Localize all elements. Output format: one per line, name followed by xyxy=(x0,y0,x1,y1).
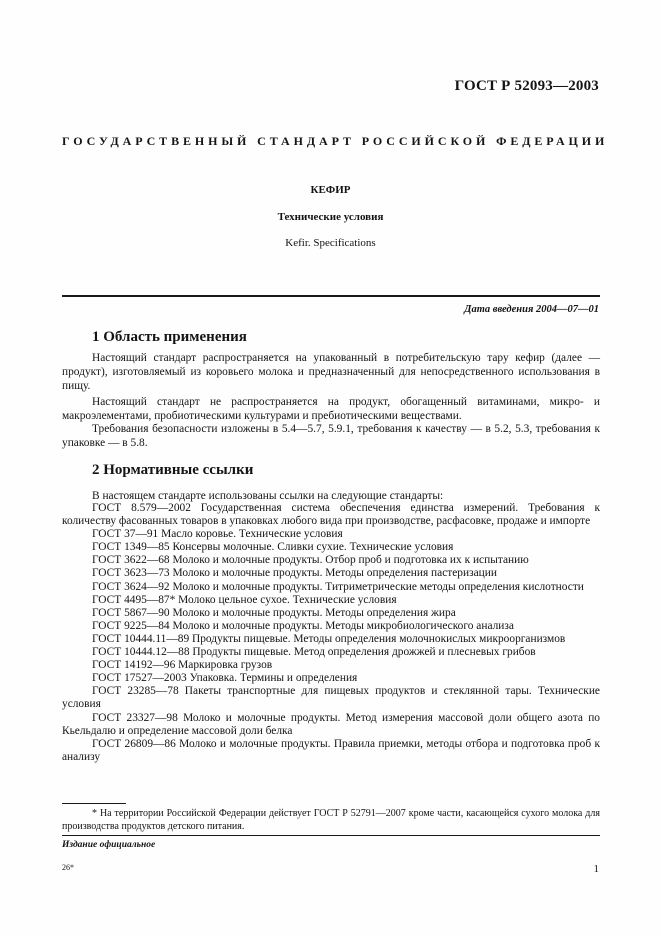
section-1-heading: 1 Область применения xyxy=(92,329,247,345)
section-2-heading: 2 Нормативные ссылки xyxy=(92,462,254,478)
reference-item: ГОСТ 3624—92 Молоко и молочные продукты. Титриметрические методы определения кислотности xyxy=(92,580,584,593)
footnote-divider xyxy=(62,803,126,804)
reference-item: ГОСТ 23327—98 Молоко и молочные продукты. Метод измерения массовой доли общего азота по Кьельдалю и определение массовой доли белка xyxy=(62,711,600,737)
reference-item: ГОСТ 14192—96 Маркировка грузов xyxy=(92,659,273,672)
english-title: Kefir. Specifications xyxy=(285,237,376,249)
reference-item: ГОСТ 1349—85 Консервы молочные. Сливки сухие. Технические условия xyxy=(92,541,454,554)
section-2-intro: В настоящем стандарте использованы ссылки на следующие стандарты: xyxy=(92,490,444,502)
reference-item: ГОСТ 17527—2003 Упаковка. Термины и определения xyxy=(92,672,358,685)
footnote: * На территории Российской Федерации действует ГОСТ Р 52791—2007 кроме части, касающейся сухого молока для производства продуктов детского питания. xyxy=(62,808,600,832)
reference-item: ГОСТ 10444.12—88 Продукты пищевые. Метод определения дрожжей и плесневых грибов xyxy=(92,646,536,659)
state-standard-heading: ГОСУДАРСТВЕННЫЙ СТАНДАРТ РОССИЙСКОЙ ФЕДЕРАЦИИ xyxy=(62,134,609,148)
section-1-paragraph: Настоящий стандарт распространяется на упакованный в потребительскую тару кефир (далее — продукт), изготовляемый из коровьего молока и предназначенный для непосредственного использования в пищу. xyxy=(62,352,600,393)
reference-item: ГОСТ 9225—84 Молоко и молочные продукты. Методы микробиологического анализа xyxy=(92,619,514,632)
document-subtitle: Технические условия xyxy=(277,211,384,223)
section-1-paragraph: Настоящий стандарт не распространяется на продукт, обогащенный витаминами, микро- и макроэлементами, пробиотическими культурами и пребиотическими веществами. xyxy=(62,396,600,423)
reference-item: ГОСТ 3623—73 Молоко и молочные продукты. Методы определения пастеризации xyxy=(92,567,497,580)
title-divider xyxy=(62,295,600,297)
document-number: ГОСТ Р 52093—2003 xyxy=(454,78,599,94)
footer-divider xyxy=(62,835,600,836)
document-title: КЕФИР xyxy=(310,184,351,196)
reference-item: ГОСТ 23285—78 Пакеты транспортные для пищевых продуктов и стеклянной тары. Технические условия xyxy=(62,685,600,711)
reference-item: ГОСТ 10444.11—89 Продукты пищевые. Методы определения молочнокислых микроорганизмов xyxy=(92,632,566,645)
reference-item: ГОСТ 26809—86 Молоко и молочные продукты. Правила приемки, методы отбора и подготовка проб к анализу xyxy=(62,737,600,763)
print-mark: 26* xyxy=(62,863,74,872)
reference-item: ГОСТ 5867—90 Молоко и молочные продукты. Методы определения жира xyxy=(92,606,456,619)
normative-references-list xyxy=(62,502,600,764)
reference-item: ГОСТ 8.579—2002 Государственная система обеспечения единства измерений. Требования к количеству фасованных товаров в упаковках любого вида при производстве, расфасовке, продаже и импорте xyxy=(62,502,600,528)
page-number: 1 xyxy=(593,863,599,875)
reference-item: ГОСТ 37—91 Масло коровье. Технические условия xyxy=(92,528,343,541)
introduction-date: Дата введения 2004—07—01 xyxy=(464,304,599,315)
official-edition-label: Издание официальное xyxy=(62,840,156,850)
reference-item: ГОСТ 4495—87* Молоко цельное сухое. Технические условия xyxy=(92,593,397,606)
reference-item: ГОСТ 3622—68 Молоко и молочные продукты. Отбор проб и подготовка их к испытанию xyxy=(92,554,529,567)
section-1-paragraph: Требования безопасности изложены в 5.4—5.7, 5.9.1, требования к качеству — в 5.2, 5.3, требования к упаковке — в 5.8. xyxy=(62,423,600,450)
